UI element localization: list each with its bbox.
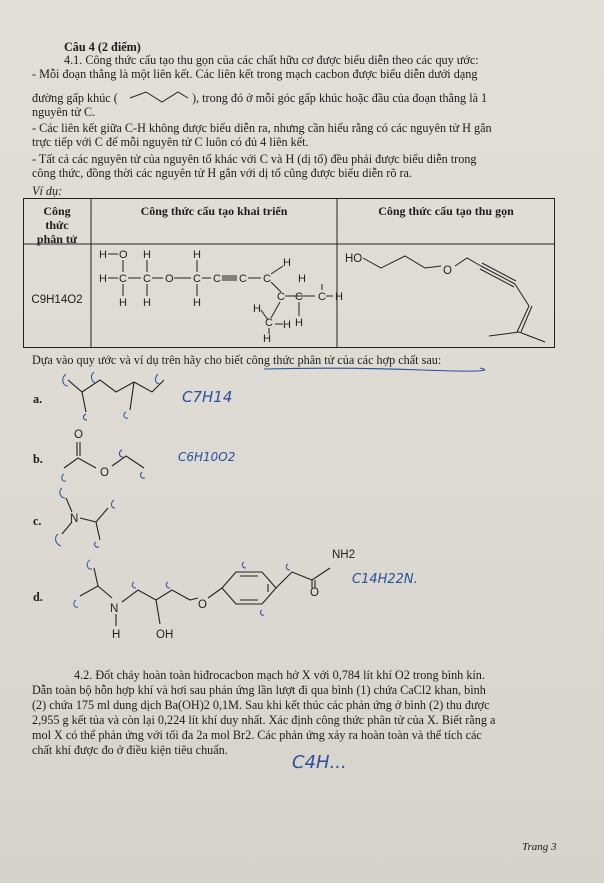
svg-text:C: C [263, 273, 271, 285]
structure-a [60, 370, 170, 422]
instruction-text: Dựa vào quy ước và ví dụ trên hãy cho biết công thức phân tử của các hợp chất sau: [32, 353, 442, 367]
item-d-hydroxyl: OH [156, 629, 174, 641]
condensed-o: O [443, 265, 452, 277]
svg-text:C: C [277, 291, 285, 303]
svg-text:C: C [239, 273, 247, 285]
svg-text:C: C [119, 273, 127, 285]
svg-text:H: H [143, 249, 151, 261]
item-c-label: c. [33, 514, 42, 528]
rule1-line-b-left: đường gấp khúc ( [32, 91, 118, 105]
handwritten-answer-a: C7H14 [182, 388, 233, 406]
svg-text:H: H [283, 319, 291, 331]
item-b-ether-o: O [100, 467, 109, 479]
handwritten-answer-42: C4H... [292, 752, 347, 773]
header-expanded: Công thức cấu tạo khai triển [140, 204, 288, 218]
item-d-label: d. [33, 590, 43, 604]
svg-text:C: C [213, 273, 221, 285]
item-b-carbonyl-o: O [74, 429, 83, 441]
svg-text:H: H [119, 297, 127, 309]
item-d-ether-o: O [198, 599, 207, 611]
svg-text:O: O [165, 273, 174, 285]
rule2-line-b: trực tiếp với C để mỗi nguyên tử C luôn có đủ 4 liên kết. [32, 135, 309, 149]
question-title: Câu 4 (2 điểm) [64, 40, 141, 54]
item-c-nitrogen: N [70, 513, 79, 525]
header-formula-line3: phân tử [36, 232, 78, 246]
rule3-line-a: - Tất cả các nguyên tử của nguyên tố khác với C và H (dị tố) đều phải được biểu diễn trong [32, 152, 477, 166]
svg-text:H: H [193, 297, 201, 309]
svg-text:H: H [335, 291, 343, 303]
p42-line2: Dẫn toàn bộ hỗn hợp khí và hơi sau phản ứng lần lượt đi qua bình (1) chứa CaCl2 khan, bình [32, 683, 486, 697]
example-label: Ví dụ: [32, 184, 63, 198]
item-a-label: a. [33, 392, 43, 406]
svg-text:H: H [99, 249, 107, 261]
svg-text:C: C [318, 291, 326, 303]
structure-b [60, 426, 170, 486]
svg-text:C: C [193, 273, 201, 285]
svg-text:H: H [283, 257, 291, 269]
svg-text:C: C [143, 273, 151, 285]
svg-text:H: H [298, 273, 306, 285]
header-condensed: Công thức cấu tạo thu gọn [378, 204, 514, 218]
svg-text:H: H [99, 273, 107, 285]
header-formula-line2: thức [45, 218, 69, 232]
rule3-line-b: công thức, đồng thời các nguyên tử H gắn với dị tố cũng được biểu diễn rõ ra. [32, 166, 412, 180]
p42-line3: (2) chứa 175 ml dung dịch Ba(OH)2 0,1M. Sau khi kết thúc các phản ứng ở bình (2) thu được [32, 698, 490, 712]
item-d-nh-h: H [112, 629, 121, 641]
structure-d [60, 540, 420, 644]
p42-line1: 4.2. Đốt cháy hoàn toàn hiđrocacbon mạch hở X với 0,784 lít khí O2 trong bình kín. [74, 668, 485, 682]
p42-line6: chất khí được đo ở điều kiện tiêu chuẩn. [32, 743, 228, 757]
item-d-amine: NH2 [332, 549, 356, 561]
svg-text:C: C [265, 317, 273, 329]
molecular-formula: C9H14O2 [31, 294, 83, 306]
condensed-ho: HO [345, 253, 363, 265]
rule1-line-b-right: ), trong đó ở mỗi góc gấp khúc hoặc đầu của đoạn thẳng là 1 [192, 91, 488, 105]
svg-text:C: C [295, 291, 303, 303]
item-d-nitrogen: N [110, 603, 119, 615]
rule2-line-a: - Các liên kết giữa C-H không được biểu diễn ra, nhưng cần hiểu rằng có các nguyên tử H gắn [32, 121, 492, 135]
svg-text:H: H [193, 249, 201, 261]
handwritten-answer-b: C6H10O2 [178, 450, 236, 464]
item-b-label: b. [33, 452, 43, 466]
p42-line4: 2,955 g kết tủa và còn lại 0,224 lít khí duy nhất. Xác định công thức phân tử của X. Biết rằng a [32, 713, 496, 727]
p41-intro: 4.1. Công thức cấu tạo thu gọn của các chất hữu cơ được biểu diễn theo các quy ước: [64, 53, 479, 67]
item-d-amide-o: O [310, 587, 319, 599]
condensed-structure [339, 246, 553, 346]
svg-text:H: H [143, 297, 151, 309]
rule1-line-c: nguyên tử C. [32, 105, 96, 119]
svg-text:H: H [253, 303, 261, 315]
header-formula-line1: Công [43, 204, 71, 218]
svg-text:H: H [295, 317, 303, 329]
example-table [23, 198, 555, 348]
svg-text:H: H [263, 333, 271, 345]
rule1-line-a: - Mỗi đoạn thẳng là một liên kết. Các liên kết trong mạch cacbon được biểu diễn dưới dạng [32, 67, 478, 81]
p42-line5: mol X có thể phản ứng với tối đa 2a mol Br2. Các phản ứng xảy ra hoàn toàn và thể tích các [32, 728, 482, 742]
svg-text:O: O [119, 249, 128, 261]
handwritten-underline [262, 366, 482, 372]
expanded-structure [93, 246, 343, 346]
zigzag-example [128, 88, 190, 108]
page-number: Trang 3 [522, 841, 557, 853]
handwritten-answer-d: C14H22N. [352, 572, 418, 587]
